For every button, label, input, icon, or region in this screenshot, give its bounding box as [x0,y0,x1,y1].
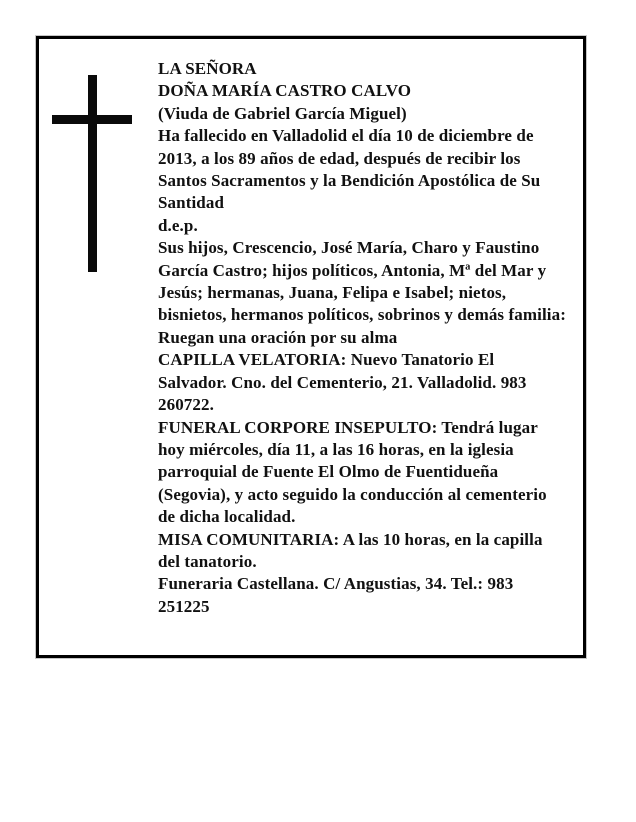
prayer-request-line: Ruegan una oración por su alma [158,327,398,347]
funeral-line: hoy miércoles, día 11, a las 16 horas, en la iglesia [158,439,514,459]
wake-chapel-line: 260722. [158,395,214,415]
death-announcement-line: Santos Sacramentos y la Bendición Apostólica de Su [158,171,541,191]
deceased-name: DOÑA MARÍA CASTRO CALVO [158,81,412,101]
death-announcement-line: Ha fallecido en Valladolid el día 10 de diciembre de [158,126,534,146]
family-line: Jesús; hermanas, Juana, Felipa e Isabel; nietos, [158,283,507,303]
funeral-home-line: 251225 [158,596,210,616]
wake-chapel-line: CAPILLA VELATORIA: Nuevo Tanatorio El [158,350,495,370]
obituary-notice-frame [36,36,586,658]
cross-vertical-bar [88,75,97,272]
funeral-home-line: Funeraria Castellana. C/ Angustias, 34. Tel.: 983 [158,574,514,594]
family-line: bisnietos, hermanos políticos, sobrinos y demás familia: [158,305,566,325]
funeral-line: FUNERAL CORPORE INSEPULTO: Tendrá lugar [158,417,538,437]
notice-title-prefix: LA SEÑORA [158,59,257,78]
funeral-line: (Segovia), y acto seguido la conducción al cementerio [158,484,547,504]
widow-of-line: (Viuda de Gabriel García Miguel) [158,103,407,123]
family-line: García Castro; hijos políticos, Antonia, Mª del Mar y [158,260,547,280]
cross-horizontal-bar [52,115,132,124]
mass-line: del tanatorio. [158,551,257,571]
obituary-text-column [158,58,586,618]
death-announcement-line: Santidad [158,193,225,213]
family-line: Sus hijos, Crescencio, José María, Charo y Faustino [158,238,540,258]
dep-line: d.e.p. [158,215,198,235]
death-announcement-line: 2013, a los 89 años de edad, después de recibir los [158,148,521,168]
wake-chapel-line: Salvador. Cno. del Cementerio, 21. Valladolid. 983 [158,372,527,392]
funeral-line: de dicha localidad. [158,507,296,527]
mass-line: MISA COMUNITARIA: A las 10 horas, en la capilla [158,529,543,549]
funeral-line: parroquial de Fuente El Olmo de Fuentidueña [158,462,499,482]
